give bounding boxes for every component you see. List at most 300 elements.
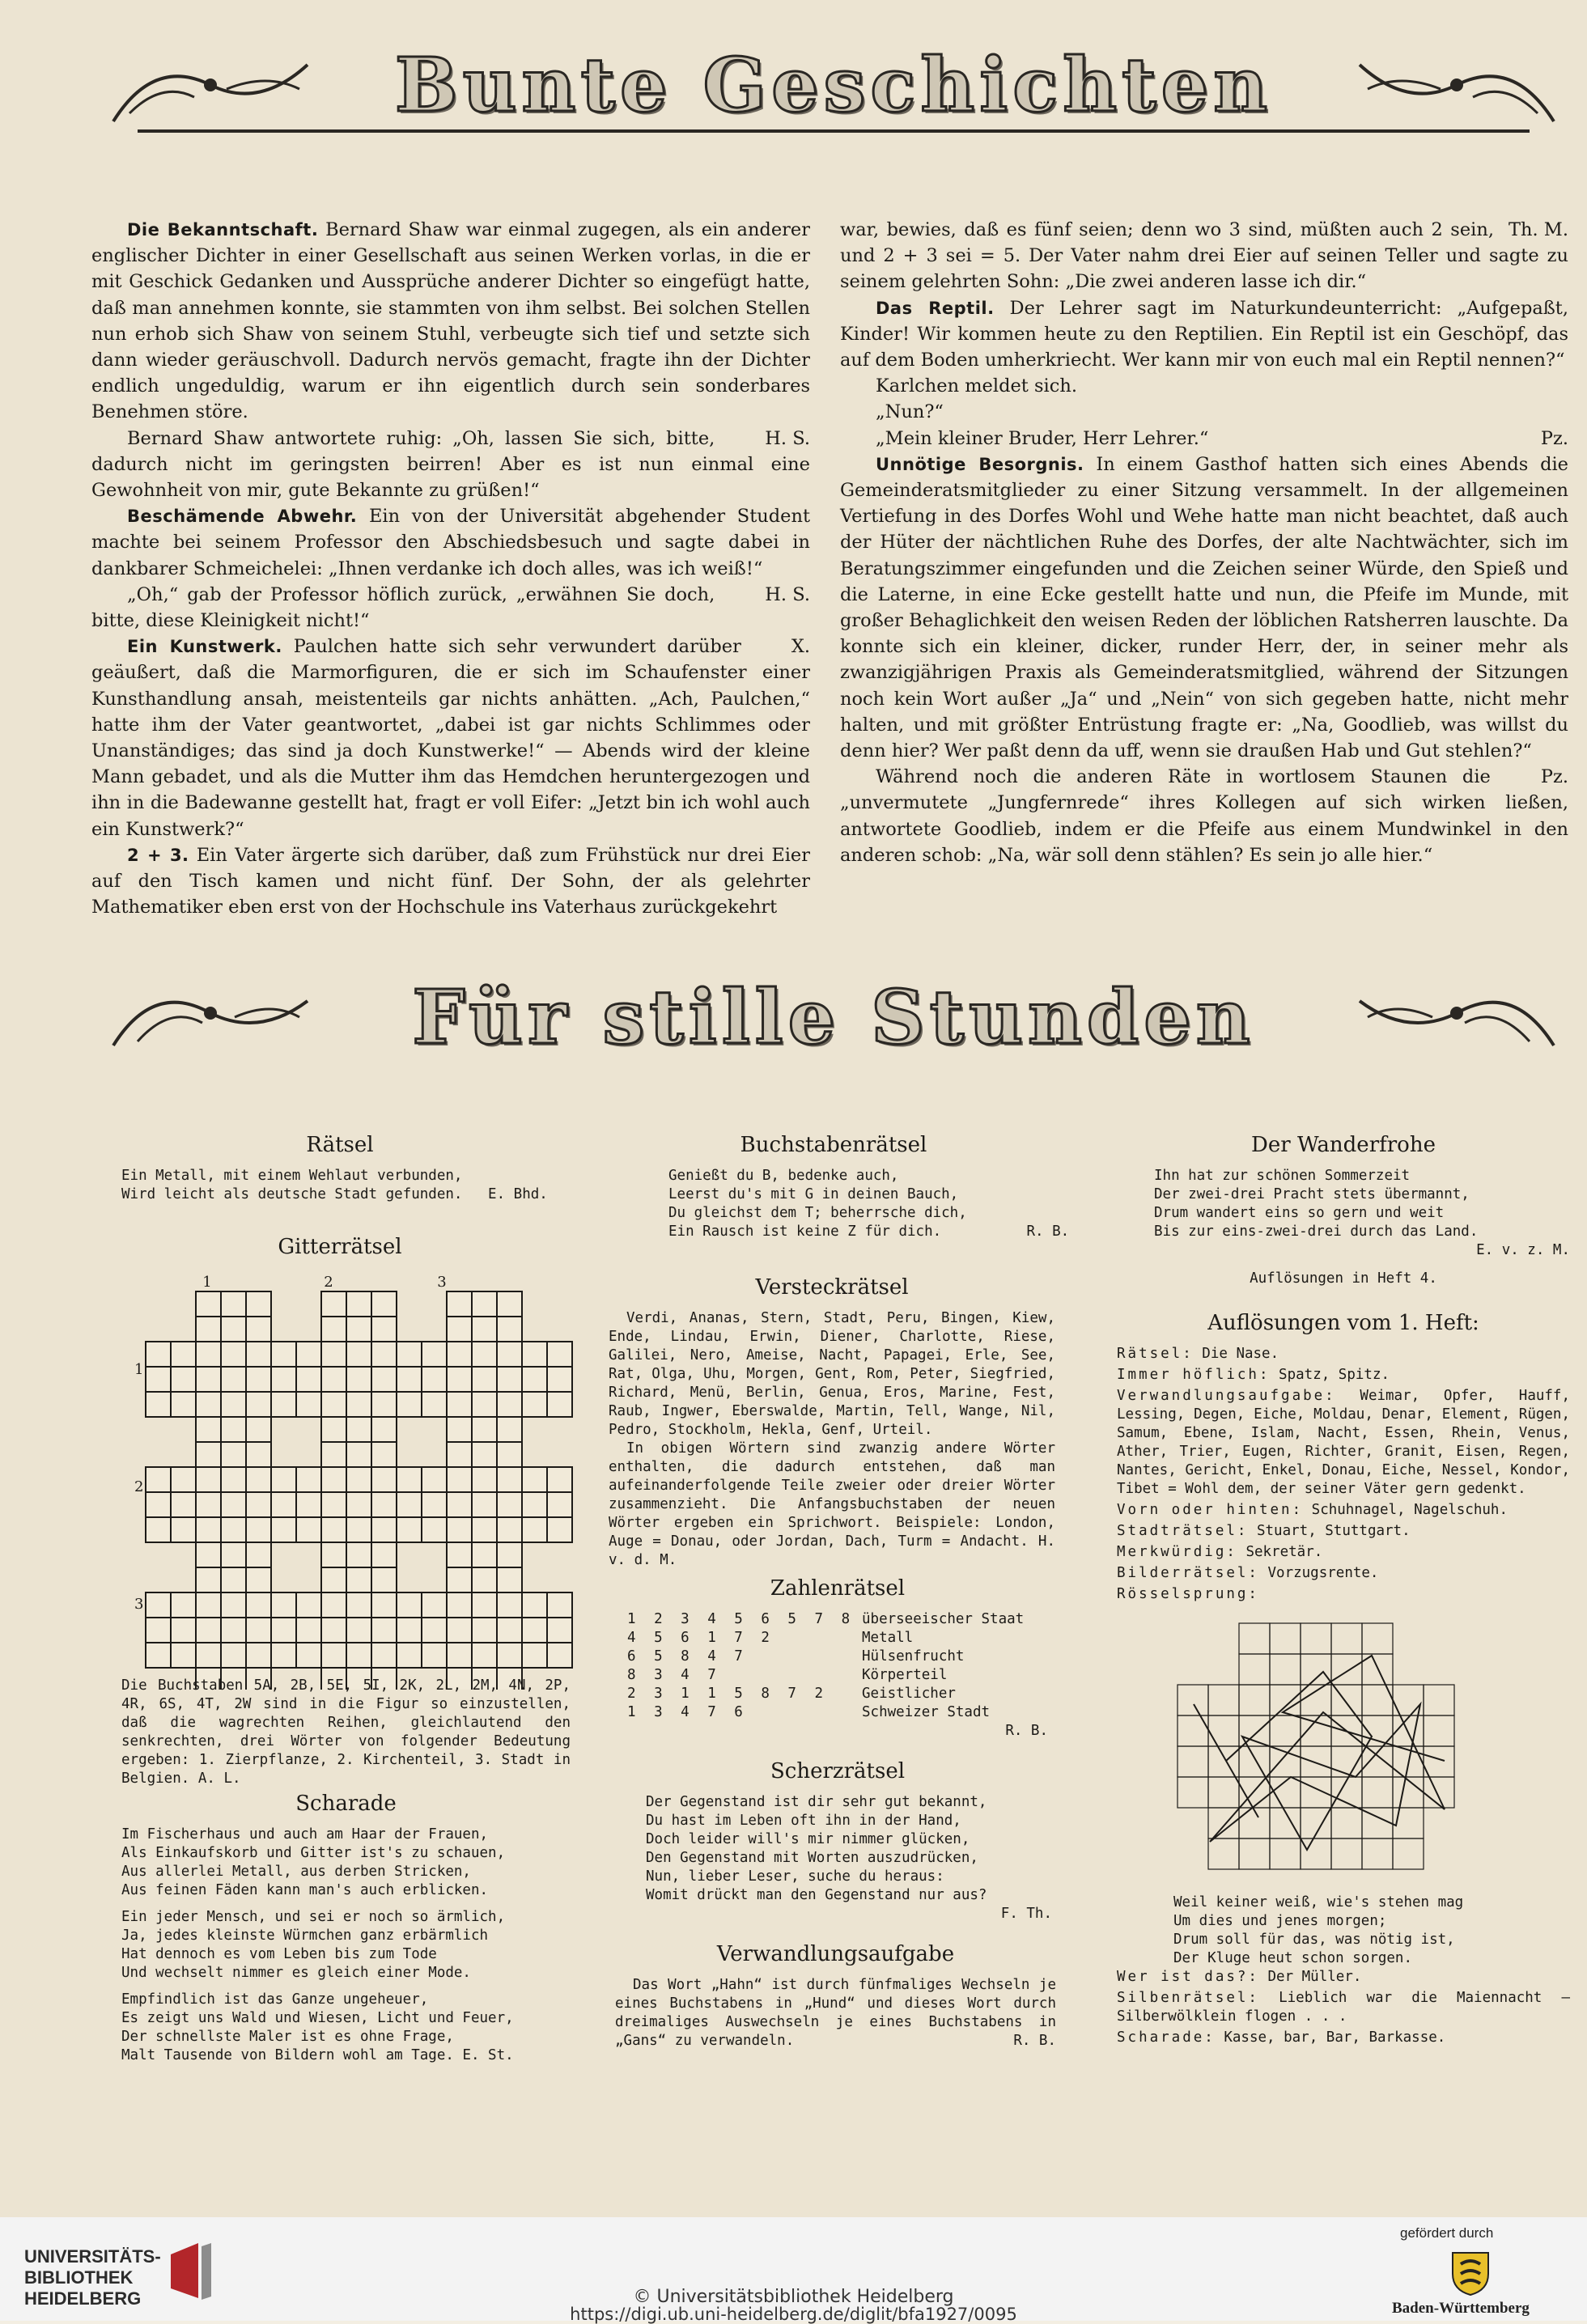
section-title: Gitterrätsel (278, 1235, 402, 1259)
grid-cell (522, 1392, 547, 1417)
buchstaben-section (615, 1131, 1070, 1241)
solution-item (1117, 1585, 1570, 1604)
grid-cell (271, 1643, 296, 1668)
funded-by-text: gefördert durch (1400, 2225, 1494, 2241)
grid-cell (346, 1643, 371, 1668)
grid-cell (246, 1442, 271, 1467)
grid-cell (371, 1467, 397, 1492)
number-sequence: 1 2 3 4 5 6 5 7 8 (627, 1611, 855, 1627)
verse-line: Ein Metall, mit einem Wehlaut verbunden, (121, 1168, 463, 1184)
gitter-text (121, 1677, 571, 1788)
grid-cell (497, 1342, 522, 1367)
grid-cell (547, 1342, 572, 1367)
grid-cell (321, 1367, 346, 1392)
number-sequence: 1 3 4 7 6 (627, 1704, 748, 1720)
grid-cell (371, 1367, 397, 1392)
signature: H. S. (765, 427, 810, 449)
grid-cell (472, 1618, 497, 1643)
grid-cell (472, 1291, 497, 1317)
verse-line: Der Gegenstand ist dir sehr gut bekannt, (646, 1794, 987, 1810)
grid-cell (522, 1492, 547, 1517)
grid-cell (422, 1342, 447, 1367)
grid-cell (146, 1367, 171, 1392)
signature: E. Bhd. (488, 1186, 548, 1202)
knight-grid-cell (1362, 1838, 1393, 1869)
solution-key: Bilderrätsel: (1117, 1565, 1259, 1581)
zahlen-section (627, 1575, 1048, 1741)
grid-cell (497, 1291, 522, 1317)
verse-line: Leerst du's mit G in deinen Bauch, (668, 1186, 959, 1202)
grid-cell (346, 1467, 371, 1492)
state-coat-of-arms-icon (1446, 2248, 1495, 2296)
grid-cell (447, 1542, 472, 1567)
knight-grid-cell (1424, 1685, 1454, 1715)
column-left (91, 217, 810, 920)
grid-cell (196, 1291, 221, 1317)
grid-cell (246, 1618, 271, 1643)
verse-line: Als Einkaufskorb und Gitter ist's zu schauen, (121, 1845, 506, 1861)
verse-line: Du hast im Leben oft ihn in der Hand, (646, 1813, 961, 1829)
verse-line: Empfindlich ist das Ganze ungeheuer, (121, 1991, 429, 2008)
verse-line: Genießt du B, bedenke auch, (668, 1168, 899, 1184)
knight-grid-cell (1239, 1685, 1270, 1715)
article-paragraph: X. Ein Kunstwerk. Paulchen hatte sich sehr verwundert darüber geäußert, daß die Marmorfiguren, die er sich im Schaufenster einer Kunsthandlung ansah, meistenteils gar nichts anhätten. „Ach, Paulchen,“ hatte ihm der Vater geantwortet, „dabei ist gar nichts Schlimmes oder Unanständiges; das sind ja doch Kunstwerke!“ — Abends wird der kleine Mann gebadet, und als die Mutter ihm das Hemdchen heruntergezogen und ihn in die Badewanne gestellt hat, fragt er voll Eifer: „Jetzt bin ich wohl auch ein Kunstwerk?“ (91, 634, 810, 842)
grid-cell (146, 1492, 171, 1517)
knight-grid-cell (1331, 1623, 1362, 1654)
signature: E. v. z. M. (1476, 1242, 1570, 1258)
grid-cell (146, 1467, 171, 1492)
solutions-note: Auflösungen in Heft 4. (1250, 1270, 1437, 1287)
grid-cell (171, 1618, 196, 1643)
grid-cell (371, 1342, 397, 1367)
article-paragraph: Beschämende Abwehr. Ein von der Universität abgehender Student machte bei seinem Professor den Abschiedsbesuch und sagte dabei in dankbarer Schmeichelei: „Ihnen verdanke ich doch alles, was ich weiß!“ (91, 506, 810, 579)
grid-cell (422, 1618, 447, 1643)
grid-cell (371, 1542, 397, 1567)
grid-cell (146, 1618, 171, 1643)
knight-grid-cell (1362, 1777, 1393, 1808)
grid-cell (472, 1317, 497, 1342)
knight-grid-cell (1270, 1715, 1301, 1746)
grid-cell (296, 1467, 321, 1492)
knight-grid-cell (1178, 1685, 1208, 1715)
grid-cell (196, 1342, 221, 1367)
grid-col-label: 1 (202, 1274, 212, 1291)
grid-cell (246, 1342, 271, 1367)
signature: R. B. (1026, 1223, 1070, 1240)
solution-key: Silbenrätsel: (1117, 1990, 1259, 2006)
number-hint: überseeischer Staat (862, 1611, 1025, 1627)
knight-grid-cell (1178, 1746, 1208, 1777)
solution-item: Vorn oder hinten: Schuhnagel, Nagelschuh. (1117, 1502, 1508, 1518)
grid-cell (246, 1542, 271, 1567)
grid-cell (371, 1317, 397, 1342)
article-paragraph: Karlchen meldet sich. (876, 375, 1077, 397)
grid-cell (171, 1367, 196, 1392)
grid-cell (321, 1592, 346, 1618)
grid-cell (522, 1618, 547, 1643)
grid-cell (271, 1367, 296, 1392)
article-heading: Die Bekanntschaft. (127, 220, 319, 240)
solution-key: Immer höflich: (1117, 1367, 1271, 1383)
signature: Th. M. (1508, 219, 1568, 240)
grid-cell (221, 1367, 246, 1392)
verse-line: Aus feinen Fäden kann man's auch erblicken. (121, 1882, 489, 1898)
section-title: Versteckrätsel (755, 1275, 909, 1300)
grid-cell (221, 1342, 246, 1367)
knight-grid-cell (1424, 1777, 1454, 1808)
verse-line: Drum soll für das, was nötig ist, (1173, 1932, 1455, 1948)
aufloesungen-continued (1117, 1894, 1570, 2050)
grid-cell (321, 1392, 346, 1417)
verse-line: Um dies und jenes morgen; (1173, 1913, 1387, 1929)
grid-cell (547, 1643, 572, 1668)
banner-title: Bunte Geschichten (394, 41, 1273, 129)
grid-cell (246, 1467, 271, 1492)
grid-cell (472, 1367, 497, 1392)
grid-cell (472, 1592, 497, 1618)
column-right (840, 217, 1568, 868)
copyright-text: © Universitätsbibliothek Heidelberg (633, 2287, 954, 2307)
grid-cell (221, 1467, 246, 1492)
scherz-section (623, 1758, 1052, 1923)
grid-cell (346, 1291, 371, 1317)
grid-cell (321, 1467, 346, 1492)
knight-grid-cell (1239, 1808, 1270, 1838)
grid-cell (321, 1442, 346, 1467)
grid-cell (196, 1317, 221, 1342)
verse-line: Wird leicht als deutsche Stadt gefunden. E. Bhd. (121, 1186, 548, 1202)
grid-cell (547, 1592, 572, 1618)
grid-cell (196, 1467, 221, 1492)
signature: R. B. (1005, 1723, 1048, 1739)
grid-cell (296, 1592, 321, 1618)
grid-cell (271, 1492, 296, 1517)
grid-cell (296, 1367, 321, 1392)
grid-cell (472, 1643, 497, 1668)
grid-cell (196, 1492, 221, 1517)
grid-cell (371, 1392, 397, 1417)
grid-cell (422, 1367, 447, 1392)
verse-line: Es zeigt uns Wald und Wiesen, Licht und Feuer, (121, 2010, 514, 2026)
grid-cell (522, 1592, 547, 1618)
grid-cell (196, 1592, 221, 1618)
grid-cell (447, 1342, 472, 1367)
gitter-section (121, 1233, 558, 1269)
grid-cell (271, 1342, 296, 1367)
source-url-link[interactable]: https://digi.ub.uni-heidelberg.de/diglit/bfa1927/0095 (570, 2305, 1017, 2324)
raetsel-section (121, 1131, 558, 1204)
grid-cell (296, 1618, 321, 1643)
grid-cell (472, 1342, 497, 1367)
signature: H. S. (765, 583, 810, 605)
solution-item: Scharade: Kasse, bar, Bar, Barkasse. (1117, 2029, 1446, 2046)
grid-cell (371, 1442, 397, 1467)
grid-cell (146, 1643, 171, 1668)
grid-cell (397, 1367, 422, 1392)
grid-cell (422, 1467, 447, 1492)
grid-cell (397, 1342, 422, 1367)
solution-item: Silbenrätsel: Lieblich war die Maiennacht — Silberwölklein flogen . . . (1117, 1990, 1570, 2025)
article-heading: Ein Kunstwerk. (127, 637, 282, 657)
grid-cell (346, 1618, 371, 1643)
signature: A. L. (197, 1771, 241, 1787)
grid-cell (397, 1618, 422, 1643)
grid-cell (246, 1592, 271, 1618)
grid-cell (221, 1317, 246, 1342)
article-paragraph: H. S. Bernard Shaw antwortete ruhig: „Oh, lassen Sie sich, bitte, dadurch nicht im geringsten beirren! Aber es ist nun einmal eine Gewohnheit von mir, gute Bekannte zu grüßen!“ (91, 426, 810, 504)
grid-cell (346, 1442, 371, 1467)
scharade-section (121, 1790, 571, 2073)
grid-cell (221, 1417, 246, 1442)
knight-grid-cell (1301, 1777, 1331, 1808)
solution-key: Verwandlungsaufgabe: (1117, 1388, 1336, 1404)
solution-item: Bilderrätsel: Vorzugsrente. (1117, 1565, 1379, 1581)
grid-cell (171, 1517, 196, 1542)
knight-grid-cell (1331, 1808, 1362, 1838)
grid-cell (246, 1643, 271, 1668)
number-sequence: 4 5 6 1 7 2 (627, 1630, 774, 1646)
number-sequence: 6 5 8 4 7 (627, 1648, 748, 1665)
grid-cell (397, 1492, 422, 1517)
knight-grid-cell (1239, 1654, 1270, 1685)
grid-col-label: 3 (437, 1274, 447, 1291)
number-sequence: 8 3 4 7 (627, 1667, 721, 1683)
grid-cell (397, 1517, 422, 1542)
grid-row-label: 1 (134, 1361, 144, 1378)
knight-grid-cell (1331, 1654, 1362, 1685)
signature: X. (791, 636, 810, 658)
grid-cell (447, 1517, 472, 1542)
ornament-right-icon (1351, 40, 1562, 129)
knight-grid-cell (1270, 1623, 1301, 1654)
ornament-left-icon (105, 973, 316, 1062)
grid-cell (472, 1567, 497, 1592)
verse-line: Ja, jedes kleinste Würmchen ganz erbärmlich (121, 1927, 489, 1944)
grid-cell (346, 1417, 371, 1442)
solution-item: Stadträtsel: Stuart, Stuttgart. (1117, 1523, 1411, 1539)
knight-grid-cell (1208, 1685, 1239, 1715)
grid-cell (497, 1618, 522, 1643)
grid-cell (522, 1517, 547, 1542)
solution-key: Scharade: (1117, 2029, 1216, 2046)
grid-cell (171, 1467, 196, 1492)
knight-grid-cell (1362, 1746, 1393, 1777)
verse-line: Bis zur eins-zwei-drei durch das Land. (1154, 1223, 1479, 1240)
grid-cell (246, 1392, 271, 1417)
grid-cell (346, 1542, 371, 1567)
grid-cell (321, 1492, 346, 1517)
grid-cell (472, 1492, 497, 1517)
grid-cell (271, 1592, 296, 1618)
grid-cell (271, 1517, 296, 1542)
verse-line: Malt Tausende von Bildern wohl am Tage. E. St. (121, 2047, 514, 2063)
section-title: Verwandlungsaufgabe (716, 1942, 955, 1966)
knight-grid-cell (1208, 1715, 1239, 1746)
verse-line: Drum wandert eins so gern und weit (1154, 1205, 1445, 1221)
grid-cell (346, 1567, 371, 1592)
ornament-right-icon (1351, 973, 1562, 1062)
grid-cell (547, 1618, 572, 1643)
grid-cell (196, 1517, 221, 1542)
grid-cell (221, 1542, 246, 1567)
knight-grid-cell (1270, 1746, 1301, 1777)
verse-line: Ein Rausch ist keine Z für dich. R. B. (668, 1223, 1070, 1240)
grid-cell (171, 1643, 196, 1668)
grid-cell (346, 1492, 371, 1517)
grid-cell (346, 1342, 371, 1367)
grid-cell (371, 1291, 397, 1317)
verse-line: Weil keiner weiß, wie's stehen mag (1173, 1894, 1464, 1911)
grid-cell (522, 1643, 547, 1668)
grid-cell (497, 1417, 522, 1442)
signature: E. St. (462, 2047, 514, 2063)
article-heading: Beschämende Abwehr. (127, 507, 358, 527)
section-title: Auflösungen vom 1. Heft: (1207, 1311, 1479, 1335)
knight-grid-cell (1393, 1838, 1424, 1869)
versteck-instructions: In obigen Wörtern sind zwanzig andere Wörter enthalten, die dadurch entstehen, daß man aufeinanderfolgende Teile zweier oder dreier Wörter zusammenzieht. Die Anfangsbuchstaben der neuen Wörter ergeben ein Sprichwort. Beispiele: London, Auge = Donau, oder Jordan, Dach, Turm = Andacht. H. v. d. M. (609, 1440, 1055, 1568)
solution-item: Merkwürdig: Sekretär. (1117, 1544, 1323, 1560)
solution-key: Rätsel: (1117, 1346, 1194, 1362)
number-hint: Schweizer Stadt (862, 1704, 991, 1720)
grid-cell (221, 1392, 246, 1417)
article-heading: Das Reptil. (876, 298, 995, 318)
knight-grid-cell (1301, 1746, 1331, 1777)
article-paragraph: H. S. „Oh,“ gab der Professor höflich zurück, „erwähnen Sie doch, bitte, diese Kleinigkeit nicht!“ (91, 582, 810, 634)
article-paragraph: 2 + 3. Ein Vater ärgerte sich darüber, daß zum Frühstück nur drei Eier auf den Tisch kamen und nicht fünf. Der Sohn, der als gelehrter Mathematiker eben erst von der Hochschule ins Vaterhaus zurückgekehrt (91, 844, 811, 918)
grid-cell (472, 1542, 497, 1567)
grid-cell (346, 1517, 371, 1542)
grid-cell (497, 1542, 522, 1567)
aufloesungen-section (1117, 1309, 1570, 1606)
verse-line: Nun, lieber Leser, suche du heraus: (646, 1868, 944, 1885)
grid-cell (447, 1592, 472, 1618)
grid-cell (321, 1317, 346, 1342)
number-hint: Hülsenfrucht (862, 1648, 965, 1665)
grid-cell (497, 1492, 522, 1517)
grid-cell (171, 1592, 196, 1618)
ornament-left-icon (105, 40, 316, 129)
versteck-section (609, 1274, 1055, 1570)
verse-line: Der schnellste Maler ist es ohne Frage, (121, 2029, 454, 2045)
roesselsprung-grid (1161, 1615, 1477, 1890)
knight-grid-cell (1239, 1746, 1270, 1777)
grid-cell (447, 1643, 472, 1668)
signature: F. Th. (1000, 1906, 1052, 1922)
verse-line: Ihn hat zur schönen Sommerzeit (1154, 1168, 1411, 1184)
signature: H. v. d. M. (609, 1533, 1055, 1568)
grid-cell (371, 1492, 397, 1517)
grid-cell (547, 1492, 572, 1517)
grid-cell (321, 1618, 346, 1643)
knight-grid-cell (1270, 1654, 1301, 1685)
grid-cell (246, 1417, 271, 1442)
grid-cell (371, 1643, 397, 1668)
grid-cell (472, 1417, 497, 1442)
grid-cell (422, 1643, 447, 1668)
section-title: Scherzrätsel (770, 1759, 906, 1783)
grid-cell (472, 1442, 497, 1467)
grid-cell (196, 1618, 221, 1643)
grid-cell (547, 1517, 572, 1542)
grid-cell (346, 1317, 371, 1342)
grid-cell (522, 1467, 547, 1492)
grid-cell (171, 1342, 196, 1367)
grid-cell (547, 1367, 572, 1392)
grid-cell (271, 1467, 296, 1492)
grid-cell (146, 1517, 171, 1542)
knight-grid-cell (1393, 1808, 1424, 1838)
verse-line: Aus allerlei Metall, aus derben Stricken, (121, 1864, 471, 1880)
verse-line: Ein jeder Mensch, und sei er noch so ärmlich, (121, 1909, 506, 1925)
grid-row-label: 3 (134, 1596, 144, 1613)
grid-cell (422, 1392, 447, 1417)
knight-grid-cell (1208, 1746, 1239, 1777)
grid-cell (447, 1567, 472, 1592)
grid-cell (371, 1517, 397, 1542)
grid-cell (422, 1517, 447, 1542)
grid-cell (321, 1342, 346, 1367)
article-paragraph: Th. M. war, bewies, daß es fünf seien; denn wo 3 sind, müßten auch 2 sein, und 2 + 3 sei = 5. Der Vater nahm drei Eier auf seinen Teller und sagte zu seinem gelehrten Sohn: „Die zwei anderen lasse ich dir.“ (840, 217, 1568, 295)
section-title: Rätsel (306, 1133, 374, 1157)
grid-cell (221, 1291, 246, 1317)
knight-grid-cell (1424, 1746, 1454, 1777)
grid-cell (497, 1367, 522, 1392)
grid-cell (346, 1367, 371, 1392)
verse-line: Im Fischerhaus und auch am Haar der Frauen, (121, 1826, 489, 1843)
article-heading: 2 + 3. (127, 845, 189, 865)
number-hint: Geistlicher (862, 1686, 956, 1702)
signature: R. B. (1013, 2033, 1056, 2049)
verse-line: Hat dennoch es vom Leben bis zum Tode (121, 1946, 437, 1962)
verse-line: Womit drückt man den Gegenstand nur aus? (646, 1887, 987, 1903)
grid-cell (522, 1342, 547, 1367)
knight-grid-cell (1178, 1777, 1208, 1808)
article-paragraph: Die Bekanntschaft. Bernard Shaw war einmal zugegen, als ein anderer englischer Dichter in einer Gesellschaft aus seinen Werken vorlas, in die er mit Geschick Gedanken und Aussprüche anderer Dichter so eingefügt hatte, daß man annehmen konnte, sie stammten von ihm selbst. Bei solchen Stellen nun erhob sich Shaw von seinem Stuhl, verbeugte sich tief und setzte sich dann wieder geräuschvoll. Dadurch nervös gemacht, fragte ihn der Dichter endlich ungeduldig, warum er ihn eigentlich durch sein sonderbares Benehmen störe. (91, 219, 810, 423)
article-paragraph: Pz. „Mein kleiner Bruder, Herr Lehrer.“ (840, 426, 1568, 452)
banner-rule (138, 129, 1530, 133)
grid-cell (497, 1517, 522, 1542)
grid-cell (371, 1567, 397, 1592)
grid-cell (246, 1517, 271, 1542)
grid-cell (271, 1392, 296, 1417)
grid-cell (497, 1317, 522, 1342)
grid-cell (221, 1567, 246, 1592)
section-title: Scharade (295, 1792, 397, 1816)
grid-cell (196, 1367, 221, 1392)
article-paragraph: „Nun?“ (876, 401, 944, 423)
library-logo-text: UNIVERSITÄTS- BIBLIOTHEK HEIDELBERG (24, 2246, 161, 2309)
knight-grid-cell (1270, 1838, 1301, 1869)
grid-cell (221, 1643, 246, 1668)
grid-cell (497, 1592, 522, 1618)
grid-cell (547, 1392, 572, 1417)
grid-cell (196, 1567, 221, 1592)
knight-grid-cell (1239, 1623, 1270, 1654)
section-title: Der Wanderfrohe (1251, 1133, 1436, 1157)
grid-cell (246, 1492, 271, 1517)
grid-cell (447, 1492, 472, 1517)
grid-cell (321, 1643, 346, 1668)
grid-cell (296, 1342, 321, 1367)
grid-cell (397, 1392, 422, 1417)
grid-cell (371, 1618, 397, 1643)
grid-cell (497, 1442, 522, 1467)
grid-col-label: 2 (324, 1274, 333, 1291)
grid-cell (321, 1291, 346, 1317)
gitter-grid (121, 1269, 575, 1690)
knight-grid-cell (1301, 1838, 1331, 1869)
grid-cell (422, 1592, 447, 1618)
